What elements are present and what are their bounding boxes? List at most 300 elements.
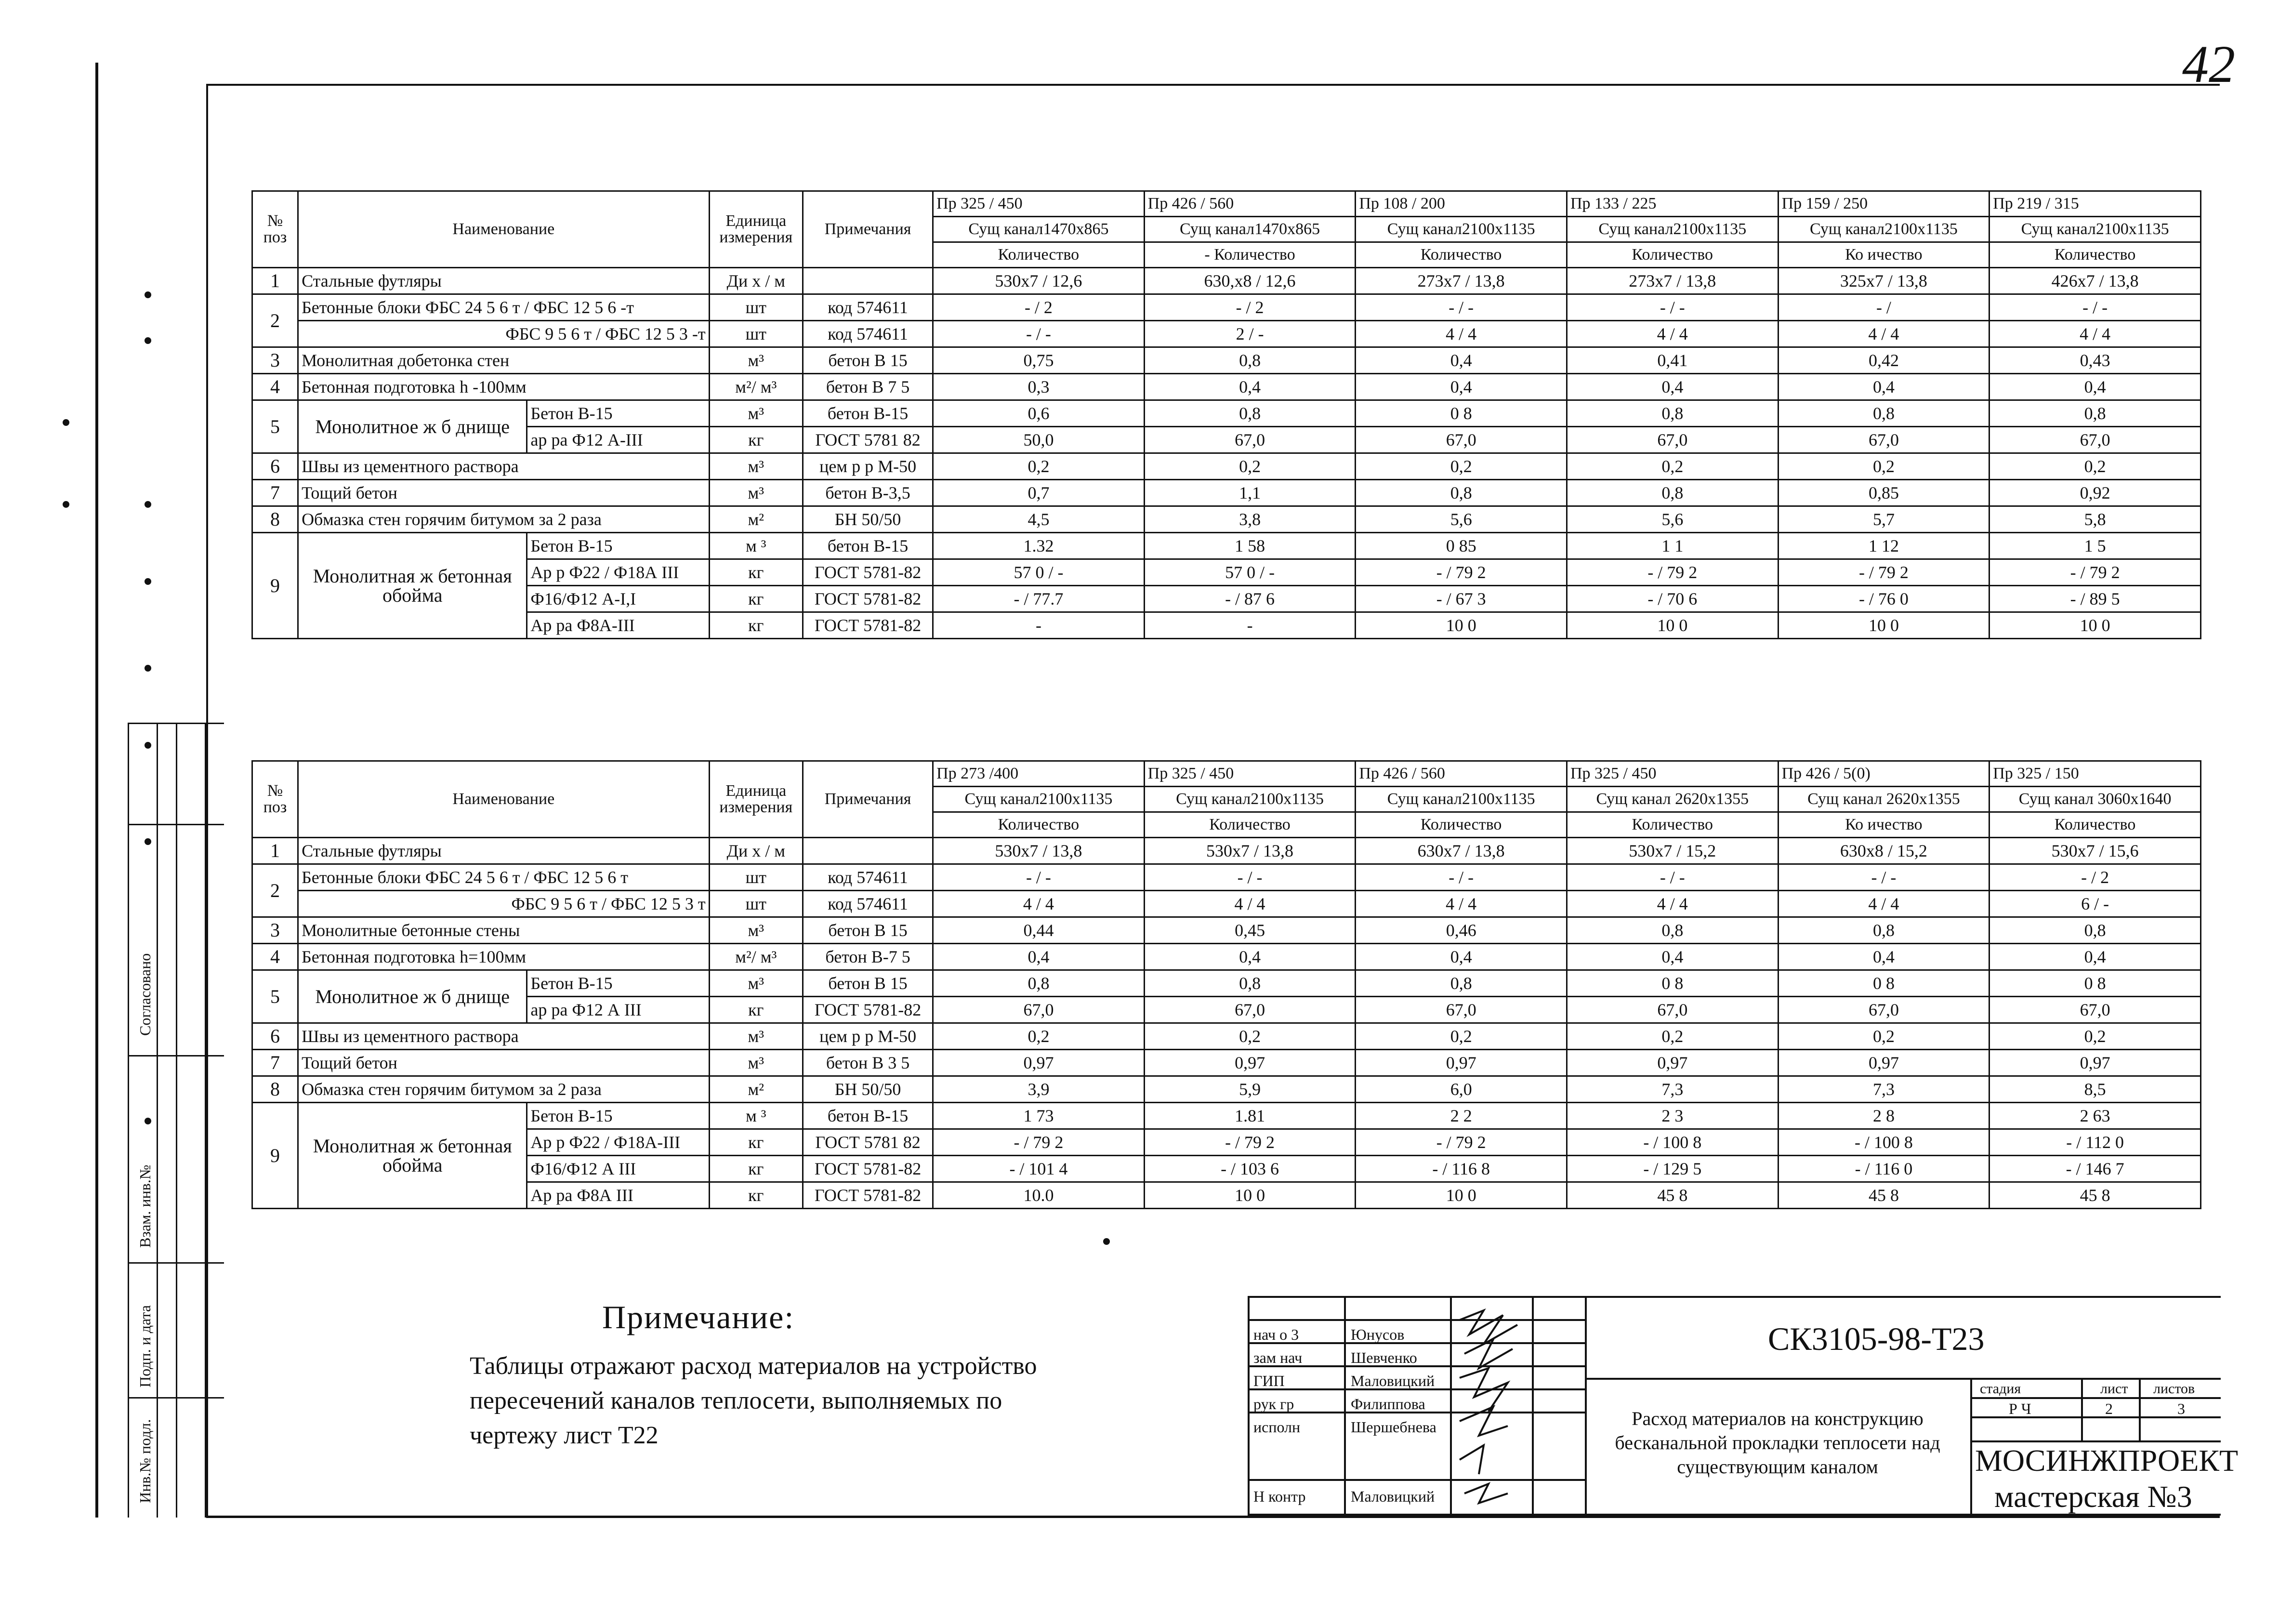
row-value: 0,97 [1356, 1050, 1567, 1076]
row-note: БН 50/50 [803, 1076, 933, 1103]
row-value: 0,7 [933, 480, 1145, 506]
table-row [252, 533, 2201, 559]
frame-left-line [95, 63, 98, 1518]
side-stamp-label: Взам. инв.№ [136, 1164, 154, 1248]
table-2-body [252, 838, 2201, 1209]
table-row [252, 321, 2201, 347]
row-value: 0,8 [1356, 480, 1567, 506]
row-name: Стальные футляры [298, 838, 710, 864]
row-value: 10 0 [1356, 612, 1567, 639]
row-unit: м²/ м³ [709, 374, 803, 400]
row-unit: м² [709, 506, 803, 533]
row-unit: кг [709, 559, 803, 586]
row-value: 67,0 [1144, 427, 1356, 453]
table-row [252, 1129, 2201, 1156]
row-value: 0,4 [1778, 374, 1989, 400]
row-note: код 574611 [803, 864, 933, 891]
row-value: 0,8 [1989, 917, 2201, 944]
row-value: 0,8 [1778, 400, 1989, 427]
row-unit: м³ [709, 1050, 803, 1076]
row-value: 630x7 / 13,8 [1356, 838, 1567, 864]
table-row [252, 1182, 2201, 1209]
row-value: 426x7 / 13,8 [1989, 268, 2201, 294]
header-channel: Сущ канал 2620x1355 [1778, 787, 1989, 812]
row-value: 0,4 [1778, 944, 1989, 970]
row-value: 67,0 [1356, 997, 1567, 1023]
row-value: - / 100 8 [1778, 1129, 1989, 1156]
row-value: 0,2 [1144, 453, 1356, 480]
row-unit: м³ [709, 917, 803, 944]
header-note: Примечания [803, 191, 933, 268]
header-pr: Пр 273 /400 [933, 761, 1145, 787]
row-name: Монолитные бетонные стены [298, 917, 710, 944]
side-stamp [128, 723, 224, 1518]
row-name: Швы из цементного раствора [298, 1023, 710, 1050]
row-value: - / 76 0 [1778, 586, 1989, 612]
row-value: 0,2 [1989, 1023, 2201, 1050]
header-pr: Пр 159 / 250 [1778, 191, 1989, 217]
row-value: 67,0 [1989, 427, 2201, 453]
row-value: - / 112 0 [1989, 1129, 2201, 1156]
row-note: бетон В-3,5 [803, 480, 933, 506]
table-row [252, 970, 2201, 997]
row-value: 0,4 [1989, 374, 2201, 400]
header-pos: № поз [252, 761, 298, 838]
header-pr: Пр 219 / 315 [1989, 191, 2201, 217]
row-unit: шт [709, 321, 803, 347]
row-value: 1 73 [933, 1103, 1145, 1129]
row-value: 67,0 [1989, 997, 2201, 1023]
note-title: Примечание: [602, 1299, 795, 1335]
row-value: 67,0 [1567, 427, 1778, 453]
header-quantity: Количество [1567, 242, 1778, 268]
row-subname: Бетон В-15 [527, 400, 709, 427]
row-name: ФБС 9 5 6 т / ФБС 12 5 3 -т [298, 321, 710, 347]
row-name: ФБС 9 5 6 т / ФБС 12 5 3 т [298, 891, 710, 917]
row-value: 0,2 [1567, 1023, 1778, 1050]
row-value: 7,3 [1567, 1076, 1778, 1103]
header-channel: Сущ канал2100x1135 [1989, 217, 2201, 242]
table-row [252, 400, 2201, 427]
row-value: 0,8 [1356, 970, 1567, 997]
table-header-row [252, 191, 2201, 217]
row-value: 45 8 [1778, 1182, 1989, 1209]
table-header-row [252, 761, 2201, 787]
row-value: 10 0 [1567, 612, 1778, 639]
row-value: - / - [933, 321, 1145, 347]
row-value: - / 67 3 [1356, 586, 1567, 612]
row-value: 6 / - [1989, 891, 2201, 917]
row-value: 0,2 [1989, 453, 2201, 480]
row-value: 67,0 [1778, 997, 1989, 1023]
table-row [252, 427, 2201, 453]
tb-name: Филиппова [1351, 1395, 1425, 1413]
header-channel: Сущ канал2100x1135 [1144, 787, 1356, 812]
row-value: 5,8 [1989, 506, 2201, 533]
header-pr: Пр 325 / 150 [1989, 761, 2201, 787]
row-value: - / 87 6 [1144, 586, 1356, 612]
tb-name: Шевченко [1351, 1349, 1417, 1366]
header-channel: Сущ канал2100x1135 [1567, 217, 1778, 242]
row-name: Тощий бетон [298, 1050, 710, 1076]
row-name: Монолитная ж бетонная обойма [298, 533, 527, 639]
row-number: 4 [252, 944, 298, 970]
row-name: Монолитная добетонка стен [298, 347, 710, 374]
row-value: 0,44 [933, 917, 1145, 944]
header-pr: Пр 325 / 450 [1144, 761, 1356, 787]
row-value: - / 79 2 [1778, 559, 1989, 586]
row-subname: ар ра Ф12 А-III [527, 427, 709, 453]
row-note: БН 50/50 [803, 506, 933, 533]
tb-name: Шершебнева [1351, 1418, 1436, 1436]
row-value: - / 2 [1989, 864, 2201, 891]
tb-role: исполн [1253, 1418, 1301, 1436]
row-value: - / - [1356, 864, 1567, 891]
header-quantity: Количество [933, 812, 1145, 838]
row-value: 45 8 [1989, 1182, 2201, 1209]
header-quantity: Количество [1567, 812, 1778, 838]
row-value: 2 2 [1356, 1103, 1567, 1129]
header-pos: № поз [252, 191, 298, 268]
row-note: бетон В-15 [803, 1103, 933, 1129]
row-value: 4,5 [933, 506, 1145, 533]
header-name: Наименование [298, 191, 710, 268]
header-channel: Сущ канал 3060x1640 [1989, 787, 2201, 812]
row-value: 0 8 [1567, 970, 1778, 997]
row-value: 5,7 [1778, 506, 1989, 533]
row-value: 0,4 [1144, 944, 1356, 970]
row-note: бетон В-15 [803, 533, 933, 559]
row-value: - / 79 2 [933, 1129, 1145, 1156]
frame-bottom-line [206, 1516, 2220, 1518]
row-value: - / 101 4 [933, 1156, 1145, 1182]
side-stamp-label: Подп. и дата [136, 1305, 154, 1387]
header-channel: Сущ канал2100x1135 [1356, 217, 1567, 242]
row-value: - / 103 6 [1144, 1156, 1356, 1182]
row-subname: Ар ра Ф8А-III [527, 612, 709, 639]
table-row [252, 944, 2201, 970]
row-unit: Ди х / м [709, 268, 803, 294]
row-value: - [933, 612, 1145, 639]
row-value: 5,6 [1356, 506, 1567, 533]
note-text: Таблицы отражают расход материалов на устройство пересечений каналов теплосети, выполняемых по чертежу лист Т22 [470, 1352, 1037, 1449]
row-unit: м³ [709, 480, 803, 506]
row-unit: кг [709, 427, 803, 453]
row-value: - [1144, 612, 1356, 639]
side-stamp-label: Согласовано [136, 953, 154, 1036]
table-row [252, 453, 2201, 480]
tb-role: зам нач [1253, 1349, 1303, 1366]
row-note: бетон В 15 [803, 917, 933, 944]
header-channel: Сущ канал 2620x1355 [1567, 787, 1778, 812]
row-unit: шт [709, 891, 803, 917]
row-value: 0,3 [933, 374, 1145, 400]
header-channel: Сущ канал2100x1135 [1356, 787, 1567, 812]
row-number: 2 [252, 294, 298, 347]
row-note: бетон В 15 [803, 347, 933, 374]
row-subname: Бетон В-15 [527, 1103, 709, 1129]
tb-name: Маловицкий [1351, 1488, 1435, 1505]
row-value: 0,2 [1356, 1023, 1567, 1050]
row-note: цем р р М-50 [803, 1023, 933, 1050]
row-value: - / - [1356, 294, 1567, 321]
table-1-body [252, 268, 2201, 639]
row-value: 0,8 [1778, 917, 1989, 944]
row-name: Стальные футляры [298, 268, 710, 294]
row-value: 0,43 [1989, 347, 2201, 374]
row-unit: м³ [709, 1023, 803, 1050]
row-unit: кг [709, 586, 803, 612]
row-value: 0,2 [1144, 1023, 1356, 1050]
row-value: 530x7 / 13,8 [933, 838, 1145, 864]
row-number: 8 [252, 1076, 298, 1103]
row-value: 67,0 [1356, 427, 1567, 453]
header-pr: Пр 426 / 5(0) [1778, 761, 1989, 787]
row-value: - / 146 7 [1989, 1156, 2201, 1182]
row-value: 0,8 [1567, 917, 1778, 944]
scan-dot [145, 578, 151, 585]
row-note: код 574611 [803, 294, 933, 321]
row-value: 3,9 [933, 1076, 1145, 1103]
sheets-value: 3 [2177, 1400, 2185, 1417]
row-value: 0,2 [933, 453, 1145, 480]
row-value: 530x7 / 15,6 [1989, 838, 2201, 864]
row-value: 273x7 / 13,8 [1567, 268, 1778, 294]
row-name: Швы из цементного раствора [298, 453, 710, 480]
scan-dot [145, 337, 151, 344]
row-value: 0,6 [933, 400, 1145, 427]
row-note: ГОСТ 5781-82 [803, 586, 933, 612]
row-value: 67,0 [1778, 427, 1989, 453]
scan-dot [1103, 1238, 1110, 1245]
row-value: - / 79 2 [1144, 1129, 1356, 1156]
table-row [252, 864, 2201, 891]
row-note: ГОСТ 5781-82 [803, 1156, 933, 1182]
row-value: 45 8 [1567, 1182, 1778, 1209]
scan-dot [145, 501, 151, 508]
row-value: 0,2 [933, 1023, 1145, 1050]
row-value: 0,8 [1567, 400, 1778, 427]
sheets-label: листов [2153, 1381, 2195, 1397]
row-value: - / 116 8 [1356, 1156, 1567, 1182]
row-value: 0 8 [1356, 400, 1567, 427]
row-number: 9 [252, 533, 298, 639]
table-row [252, 1103, 2201, 1129]
row-subname: Бетон В-15 [527, 533, 709, 559]
row-value: - / 77.7 [933, 586, 1145, 612]
row-value: 0,97 [1567, 1050, 1778, 1076]
header-quantity: Количество [933, 242, 1145, 268]
row-value: 4 / 4 [1778, 321, 1989, 347]
row-unit: кг [709, 612, 803, 639]
row-value: 1,1 [1144, 480, 1356, 506]
table-row [252, 506, 2201, 533]
row-value: 530x7 / 15,2 [1567, 838, 1778, 864]
row-value: - / - [933, 864, 1145, 891]
row-value: 0,4 [1567, 374, 1778, 400]
row-note: цем р р М-50 [803, 453, 933, 480]
row-value: 0 8 [1778, 970, 1989, 997]
header-pr: Пр 426 / 560 [1144, 191, 1356, 217]
row-value: - / - [1778, 864, 1989, 891]
row-note: код 574611 [803, 891, 933, 917]
header-quantity: Количество [1144, 812, 1356, 838]
row-value: 4 / 4 [1356, 321, 1567, 347]
header-pr: Пр 325 / 450 [1567, 761, 1778, 787]
row-value: 0,8 [1989, 400, 2201, 427]
row-value: 630x8 / 15,2 [1778, 838, 1989, 864]
row-value: - / 129 5 [1567, 1156, 1778, 1182]
row-value: 530x7 / 13,8 [1144, 838, 1356, 864]
table-row [252, 294, 2201, 321]
row-note: ГОСТ 5781-82 [803, 997, 933, 1023]
row-unit: м³ [709, 453, 803, 480]
row-note: код 574611 [803, 321, 933, 347]
row-value: 0,4 [1356, 347, 1567, 374]
row-value: 10 0 [1144, 1182, 1356, 1209]
workshop-name: мастерская №3 [1994, 1479, 2192, 1514]
row-unit: Ди х / м [709, 838, 803, 864]
row-value: 8,5 [1989, 1076, 2201, 1103]
row-note: бетон В 15 [803, 970, 933, 997]
row-value: - / 116 0 [1778, 1156, 1989, 1182]
table-row [252, 559, 2201, 586]
row-value: 5,6 [1567, 506, 1778, 533]
row-value: 57 0 / - [1144, 559, 1356, 586]
header-pr: Пр 426 / 560 [1356, 761, 1567, 787]
row-value: - / 70 6 [1567, 586, 1778, 612]
row-value: 0,85 [1778, 480, 1989, 506]
header-quantity: Количество [1356, 812, 1567, 838]
row-value: 0,97 [1144, 1050, 1356, 1076]
row-value: 0,42 [1778, 347, 1989, 374]
row-value: 630,x8 / 12,6 [1144, 268, 1356, 294]
row-note: ГОСТ 5781-82 [803, 559, 933, 586]
row-value: 0,4 [1356, 374, 1567, 400]
row-unit: кг [709, 1129, 803, 1156]
row-note: ГОСТ 5781-82 [803, 612, 933, 639]
row-value: 0,8 [1144, 400, 1356, 427]
scan-dot [145, 291, 151, 298]
table-row [252, 997, 2201, 1023]
header-channel: Сущ канал1470x865 [1144, 217, 1356, 242]
row-value: 4 / 4 [1144, 891, 1356, 917]
row-name: Монолитная ж бетонная обойма [298, 1103, 527, 1209]
row-value: 1 58 [1144, 533, 1356, 559]
row-value: 1 1 [1567, 533, 1778, 559]
row-value: 0,4 [933, 944, 1145, 970]
row-value: - / 89 5 [1989, 586, 2201, 612]
tb-name: Юнусов [1351, 1326, 1405, 1343]
document-description: Расход материалов на конструкцию бесканальной прокладки теплосети над существующим каналом [1615, 1408, 1940, 1478]
row-value: 57 0 / - [933, 559, 1145, 586]
row-unit: кг [709, 1182, 803, 1209]
table-row [252, 268, 2201, 294]
row-unit: м²/ м³ [709, 944, 803, 970]
scan-dot [63, 501, 69, 508]
title-block [1248, 1296, 2239, 1516]
header-quantity: Количество [1989, 812, 2201, 838]
row-value: 325x7 / 13,8 [1778, 268, 1989, 294]
row-value: 50,0 [933, 427, 1145, 453]
row-value: 1 12 [1778, 533, 1989, 559]
row-value: - / 79 2 [1356, 1129, 1567, 1156]
table-row [252, 347, 2201, 374]
row-value: 0,2 [1356, 453, 1567, 480]
row-note: бетон В-15 [803, 400, 933, 427]
row-note: бетон В-7 5 [803, 944, 933, 970]
row-value: 5,9 [1144, 1076, 1356, 1103]
row-name: Монолитное ж б днище [298, 970, 527, 1023]
row-number: 4 [252, 374, 298, 400]
header-quantity: Ко ичество [1778, 242, 1989, 268]
row-value: 10.0 [933, 1182, 1145, 1209]
tb-role: рук гр [1253, 1395, 1294, 1413]
header-quantity: Количество [1989, 242, 2201, 268]
row-value: - / 2 [933, 294, 1145, 321]
row-value: 0 85 [1356, 533, 1567, 559]
table-row [252, 891, 2201, 917]
row-number: 7 [252, 480, 298, 506]
row-subname: Ф16/Ф12 А-I,I [527, 586, 709, 612]
row-note: ГОСТ 5781-82 [803, 1182, 933, 1209]
row-name: Обмазка стен горячим битумом за 2 раза [298, 1076, 710, 1103]
row-value: 4 / 4 [933, 891, 1145, 917]
row-unit: м² [709, 1076, 803, 1103]
row-value: 6,0 [1356, 1076, 1567, 1103]
row-note [803, 268, 933, 294]
row-unit: м ³ [709, 533, 803, 559]
row-value: 4 / 4 [1567, 891, 1778, 917]
row-value: 2 8 [1778, 1103, 1989, 1129]
header-pr: Пр 133 / 225 [1567, 191, 1778, 217]
row-value: 0,8 [1144, 347, 1356, 374]
row-value: 0,45 [1144, 917, 1356, 944]
row-unit: м³ [709, 400, 803, 427]
row-value: 0,8 [933, 970, 1145, 997]
header-quantity: Ко ичество [1778, 812, 1989, 838]
row-value: - / 79 2 [1567, 559, 1778, 586]
row-name: Обмазка стен горячим битумом за 2 раза [298, 506, 710, 533]
row-value: 10 0 [1989, 612, 2201, 639]
header-note: Примечания [803, 761, 933, 838]
row-value: - / 2 [1144, 294, 1356, 321]
tb-role: ГИП [1253, 1372, 1285, 1389]
row-unit: кг [709, 997, 803, 1023]
row-value: 0,2 [1567, 453, 1778, 480]
table-row [252, 1023, 2201, 1050]
sheet-number: 42 [2182, 35, 2235, 93]
row-value: 1 5 [1989, 533, 2201, 559]
stage-value: Р Ч [2009, 1400, 2031, 1417]
side-stamp-label: Инв.№ подл. [136, 1419, 154, 1503]
row-value: 2 / - [1144, 321, 1356, 347]
row-number: 3 [252, 347, 298, 374]
row-subname: Ф16/Ф12 А III [527, 1156, 709, 1182]
header-unit: Единица измерения [709, 761, 803, 838]
row-value: 67,0 [933, 997, 1145, 1023]
row-subname: Ар р Ф22 / Ф18А-III [527, 1129, 709, 1156]
table-row [252, 374, 2201, 400]
row-value: 0,97 [1778, 1050, 1989, 1076]
tb-name: Маловицкий [1351, 1372, 1435, 1389]
document-code: СК3105-98-Т23 [1768, 1320, 1985, 1357]
row-value: 4 / 4 [1567, 321, 1778, 347]
row-value: 67,0 [1567, 997, 1778, 1023]
row-value: 0,8 [1144, 970, 1356, 997]
header-name: Наименование [298, 761, 710, 838]
row-value: 0,92 [1989, 480, 2201, 506]
